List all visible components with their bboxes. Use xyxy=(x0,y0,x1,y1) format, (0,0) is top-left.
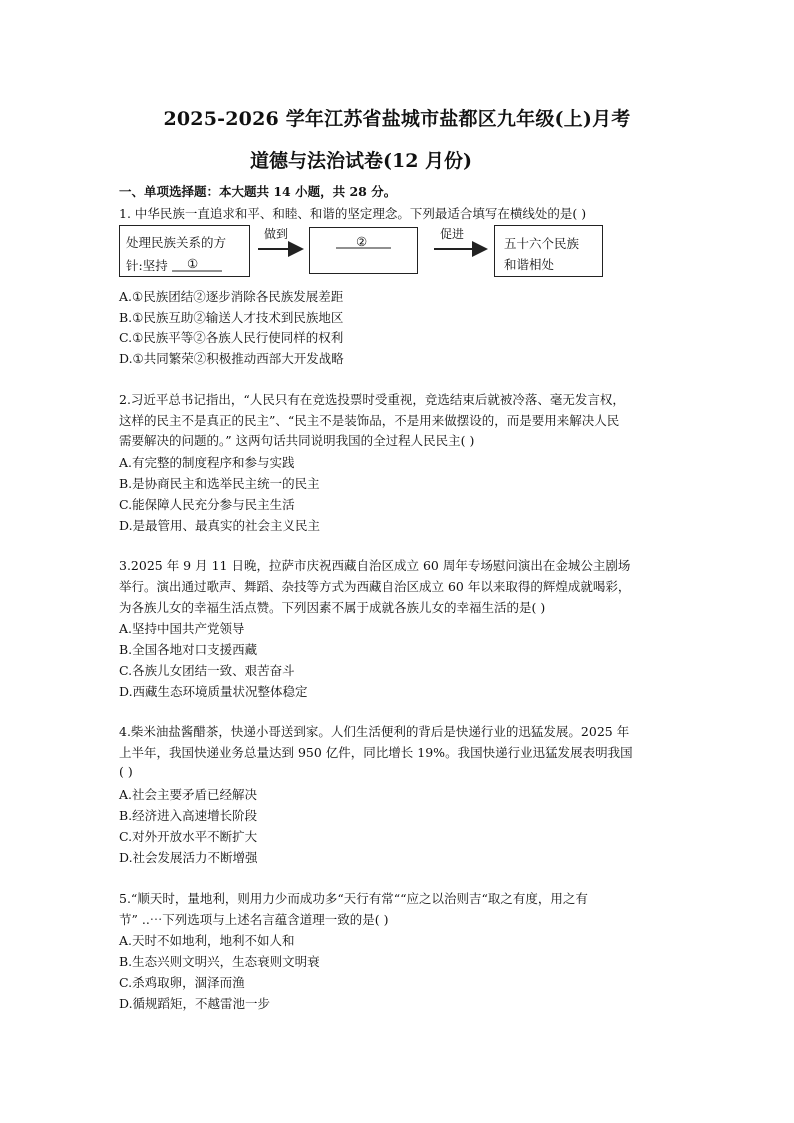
diagram-box-policy-line1: 处理民族关系的方 xyxy=(126,235,227,250)
q2-option-d: D.是最管用、最真实的社会主义民主 xyxy=(119,518,321,533)
q1-stem: 1. 中华民族一直追求和平、和睦、和谐的坚定理念。下列最适合填写在横线处的是( ) xyxy=(119,206,587,221)
q5-option-c: C.杀鸡取卵，涸泽而渔 xyxy=(119,975,245,990)
q1-option-d: D.①共同繁荣②积极推动西部大开发战略 xyxy=(119,351,344,366)
arrow-label-promote: 促进 xyxy=(440,227,465,241)
q3-stem-line3: 为各族儿女的幸福生活点赞。下列因素不属于成就各族儿女的幸福生活的是( ) xyxy=(119,600,546,615)
q3-option-c: C.各族儿女团结一致、艰苦奋斗 xyxy=(119,663,295,678)
q2-option-b: B.是协商民主和选举民主统一的民主 xyxy=(119,476,320,491)
q1-option-c: C.①民族平等②各族人民行使同样的权利 xyxy=(119,330,344,345)
q2-option-a: A.有完整的制度程序和参与实践 xyxy=(119,455,295,470)
q4-option-b: B.经济进入高速增长阶段 xyxy=(119,808,258,823)
diagram-box-policy-line2: 针:坚持 xyxy=(126,258,168,273)
q4-stem-line2: 上半年，我国快递业务总量达到 950 亿件，同比增长 19%。我国快递行业迅猛发展表明我国 xyxy=(119,745,633,760)
exam-title-line2: 道德与法治试卷(12 月份) xyxy=(250,150,473,172)
exam-title-line1: 2025-2026 学年江苏省盐城市盐都区九年级(上)月考 xyxy=(163,108,631,130)
q5-option-b: B.生态兴则文明兴，生态衰则文明衰 xyxy=(119,954,320,969)
q4-option-c: C.对外开放水平不断扩大 xyxy=(119,829,258,844)
q4-stem-line1: 4.柴米油盐酱醋茶，快递小哥送到家。人们生活便利的背后是快递行业的迅猛发展。2025 年 xyxy=(119,724,630,739)
q3-stem-line2: 举行。演出通过歌声、舞蹈、杂技等方式为西藏自治区成立 60 年以来取得的辉煌成就喝彩， xyxy=(119,579,631,594)
q3-stem-line1: 3.2025 年 9 月 11 日晚，拉萨市庆祝西藏自治区成立 60 周年专场慰问演出在金城公主剧场 xyxy=(119,558,631,573)
arrow-label-achieve: 做到 xyxy=(264,227,289,241)
q2-stem-line3: 需要解决的问题的。” 这两句话共同说明我国的全过程人民民主( ) xyxy=(119,433,475,448)
diagram-blank-1: ① xyxy=(187,256,199,271)
q1-option-a: A.①民族团结②逐步消除各民族发展差距 xyxy=(119,289,344,304)
q4-option-d: D.社会发展活力不断增强 xyxy=(119,850,258,865)
q2-stem-line1: 2.习近平总书记指出，“人民只有在竞选投票时受重视，竞选结束后就被冷落、毫无发言权， xyxy=(119,392,625,407)
q2-option-c: C.能保障人民充分参与民主生活 xyxy=(119,497,295,512)
q4-stem-line3: ( ) xyxy=(119,764,133,779)
q4-option-a: A.社会主要矛盾已经解决 xyxy=(119,787,258,802)
section-heading: 一、单项选择题：本大题共 14 小题，共 28 分。 xyxy=(119,184,397,199)
q2-stem-line2: 这样的民主不是真正的民主”、“民主不是装饰品，不是用来做摆设的，而是要用来解决人民 xyxy=(119,413,620,428)
diagram-blank-2: ② xyxy=(356,234,368,249)
q5-stem-line2: 节” ..⋯下列选项与上述名言蕴含道理一致的是( ) xyxy=(119,912,389,927)
q3-option-d: D.西藏生态环境质量状况整体稳定 xyxy=(119,684,308,699)
q3-option-a: A.坚持中国共产党领导 xyxy=(119,621,245,636)
q3-option-b: B.全国各地对口支援西藏 xyxy=(119,642,258,657)
q5-stem-line1: 5.“顺天时，量地利，则用力少而成功多“天行有常““应之以治则吉“取之有度，用之有 xyxy=(119,891,588,906)
q5-option-d: D.循规蹈矩，不越雷池一步 xyxy=(119,996,271,1011)
diagram-box-result-line1: 五十六个民族 xyxy=(504,236,580,251)
q5-option-a: A.天时不如地利，地利不如人和 xyxy=(119,933,295,948)
diagram-box-result-line2: 和谐相处 xyxy=(504,257,555,272)
q1-option-b: B.①民族互助②输送人才技术到民族地区 xyxy=(119,310,344,325)
